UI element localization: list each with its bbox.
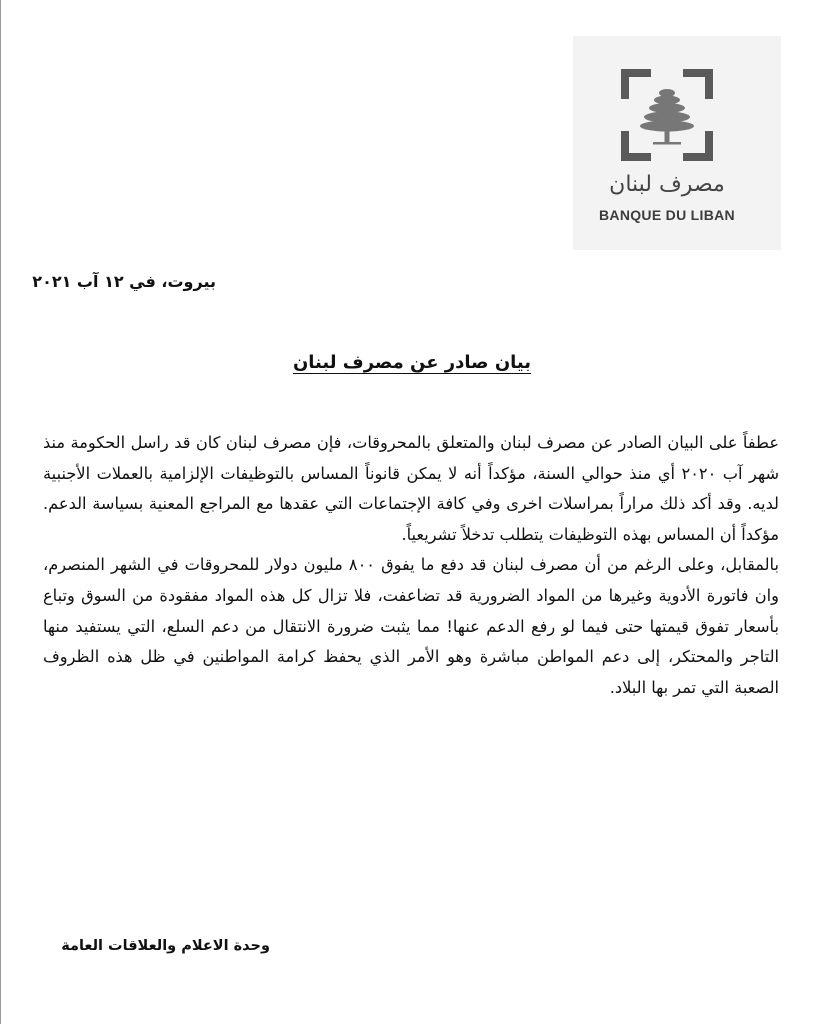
cedar-tree-icon bbox=[621, 69, 713, 161]
bank-name-arabic: مصرف لبنان bbox=[609, 172, 725, 197]
body-paragraph: عطفاً على البيان الصادر عن مصرف لبنان والمتعلق بالمحروقات، فإن مصرف لبنان كان قد راسل الحكومة منذ شهر آب ٢٠٢٠ أي منذ حوالي السنة، مؤكداً أنه لا يمكن قانوناً المساس بالتوظيفات الإلزامية بالعملات الأجنبية لديه. وقد أكد ذلك مراراً بمراسلات اخرى وفي كافة الإجتماعات التي عقدها مع المراجع المعنية بسياسة الدعم. مؤكداً أن المساس بهذه التوظيفات يتطلب تدخلاً تشريعياً. bbox=[43, 433, 780, 544]
document-title: بيان صادر عن مصرف لبنان bbox=[292, 352, 532, 373]
document-title-wrap bbox=[1, 352, 822, 373]
bank-logo bbox=[573, 36, 781, 250]
document-body bbox=[43, 428, 779, 703]
signature: وحدة الاعلام والعلاقات العامة bbox=[61, 938, 270, 954]
body-paragraph: بالمقابل، وعلى الرغم من أن مصرف لبنان قد دفع ما يفوق ٨٠٠ مليون دولار للمحروقات في الشهر المنصرم، وان فاتورة الأدوية وغيرها من المواد الضرورية قد تضاعفت، فلا تزال كل هذه المواد مفقودة من السوق وتباع بأسعار تفوق قيمتها حتى فيما لو رفع الدعم عنها! مما يثبت ضرورة الانتقال من دعم السلع، التي يستفيد منها التاجر والمحتكر، إلى دعم المواطن مباشرة وهو الأمر الذي يحفظ كرامة المواطنين في ظل هذه الظروف الصعبة التي تمر بها البلاد. bbox=[43, 555, 779, 697]
bank-name-french: BANQUE DU LIBAN bbox=[599, 207, 735, 223]
date-line: بيروت، في ١٢ آب ٢٠٢١ bbox=[32, 272, 216, 291]
